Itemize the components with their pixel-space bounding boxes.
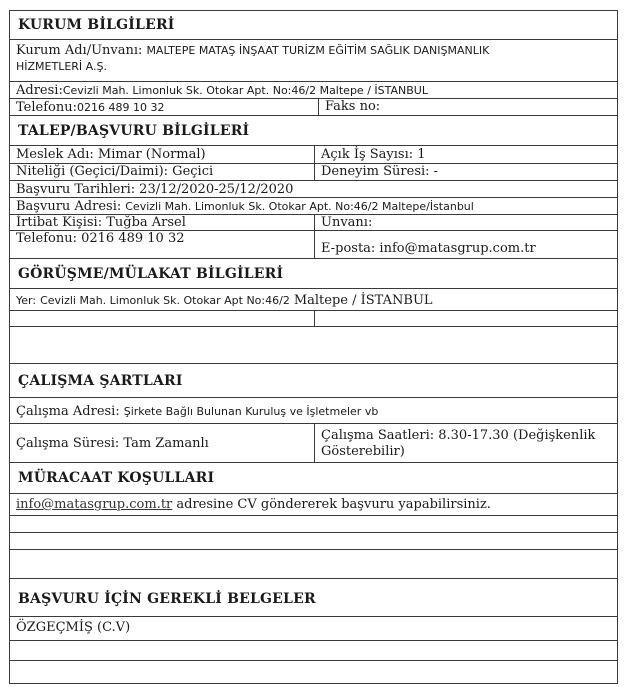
kurum-adi-label: Kurum Adı/Unvanı: <box>16 43 143 58</box>
section-header-gorusme <box>10 259 617 289</box>
basvuru-tarih-label: Başvuru Tarihleri: <box>16 182 136 197</box>
calisma-saat-cell <box>314 424 617 462</box>
gorusme-yer-label: Yer: <box>16 294 37 307</box>
section-title: GÖRÜŞME/MÜLAKAT BİLGİLERİ <box>18 266 284 282</box>
calisma-sure-row <box>10 424 617 463</box>
section-title: BAŞVURU İÇİN GEREKLİ BELGELER <box>18 591 316 607</box>
kurum-telefon-row <box>10 99 617 116</box>
basvuru-adres-value: Cevizli Mah. Limonluk Sk. Otokar Apt. No:46/2 Maltepe/İstanbul <box>125 200 474 213</box>
calisma-adres-label: Çalışma Adresi: <box>16 404 120 419</box>
kurum-telefon-cell <box>10 99 318 115</box>
talep-adres-row <box>10 198 617 215</box>
talep-irtibat: İrtibat Kişisi: Tuğba Arsel <box>16 215 186 230</box>
kurum-faks-label: Faks no: <box>318 99 617 115</box>
calisma-adres-value: Şirkete Bağlı Bulunan Kuruluş ve İşletmeler vb <box>123 405 379 418</box>
section-header-muracaat <box>10 463 617 494</box>
kurum-adres-row <box>10 82 617 99</box>
talep-eposta: E-posta: info@matasgrup.com.tr <box>314 231 617 258</box>
talep-meslek: Meslek Adı: Mimar (Normal) <box>16 147 206 162</box>
section-header-calisma <box>10 364 617 398</box>
basvuru-adres-label: Başvuru Adresi: <box>16 199 122 214</box>
section-title: TALEP/BAŞVURU BİLGİLERİ <box>18 123 250 139</box>
kurum-telefon-label: Telefonu: <box>16 100 77 115</box>
section-header-talep <box>10 116 617 146</box>
gorusme-yer-value: Cevizli Mah. Limonluk Sk. Otokar Apt No:46/2 <box>40 294 290 307</box>
section-title: KURUM BİLGİLERİ <box>18 17 175 33</box>
talep-adres-cell <box>10 198 617 214</box>
belgeler-item-row <box>10 617 617 641</box>
kurum-adres-cell <box>10 82 617 98</box>
calisma-saat-1: Çalışma Saatleri: 8.30-17.30 (Değişkenlik <box>321 428 596 443</box>
talep-telefon-row <box>10 231 617 259</box>
empty-row <box>10 516 617 533</box>
talep-tarih-row <box>10 181 617 198</box>
talep-unvani: Unvanı: <box>314 215 617 230</box>
section-title: ÇALIŞMA ŞARTLARI <box>18 373 183 389</box>
kurum-adi-value: MALTEPE MATAŞ İNŞAAT TURİZM EĞİTİM SAĞLIK DANIŞMANLIK <box>146 44 490 57</box>
section-header-belgeler <box>10 579 617 617</box>
talep-meslek-row <box>10 146 617 164</box>
email-link[interactable]: info@matasgrup.com.tr <box>16 497 173 512</box>
talep-irtibat-row <box>10 215 617 231</box>
section-title: MÜRACAAT KOŞULLARI <box>18 470 215 486</box>
muracaat-text-cell <box>10 494 617 515</box>
basvuru-tarih-value: 23/12/2020-25/12/2020 <box>139 182 294 197</box>
kurum-adres-label: Adresi: <box>16 83 63 98</box>
talep-tarih-cell <box>10 181 617 197</box>
gorusme-yer-row <box>10 289 617 311</box>
belgeler-item: ÖZGEÇMİŞ (C.V) <box>16 620 131 635</box>
application-form <box>9 10 618 684</box>
empty-cell <box>10 311 314 326</box>
kurum-adi-value-2: HİZMETLERİ A.Ş. <box>16 60 107 73</box>
spacer-row <box>10 327 617 364</box>
calisma-sure: Çalışma Süresi: Tam Zamanlı <box>16 436 209 451</box>
muracaat-text-row <box>10 494 617 516</box>
empty-row <box>10 661 617 678</box>
talep-telefon: Telefonu: 0216 489 10 32 <box>16 231 185 246</box>
empty-row <box>10 550 617 579</box>
empty-row <box>10 533 617 550</box>
gorusme-yer-cell <box>10 289 617 310</box>
kurum-adi-row <box>10 40 617 82</box>
calisma-adres-cell <box>10 398 617 423</box>
gorusme-yer-value-2: Maltepe / İSTANBUL <box>293 293 433 308</box>
section-header-kurum <box>10 11 617 40</box>
empty-row <box>10 641 617 661</box>
muracaat-text: adresine CV göndererek başvuru yapabilirsiniz. <box>172 497 491 512</box>
talep-deneyim: Deneyim Süresi: - <box>314 164 617 180</box>
kurum-adres-value: Cevizli Mah. Limonluk Sk. Otokar Apt. No:46/2 Maltepe / İSTANBUL <box>62 84 428 97</box>
calisma-saat-2: Gösterebilir) <box>321 444 405 459</box>
kurum-adi-cell <box>10 40 617 81</box>
gorusme-empty-row <box>10 311 617 327</box>
calisma-adres-row <box>10 398 617 424</box>
empty-cell <box>314 311 617 326</box>
kurum-telefon-value: 0216 489 10 32 <box>76 101 165 114</box>
talep-niteligi: Niteliği (Geçici/Daimi): Geçici <box>16 164 214 179</box>
talep-acik-is: Açık İş Sayısı: 1 <box>314 146 617 163</box>
talep-nitelik-row <box>10 164 617 181</box>
